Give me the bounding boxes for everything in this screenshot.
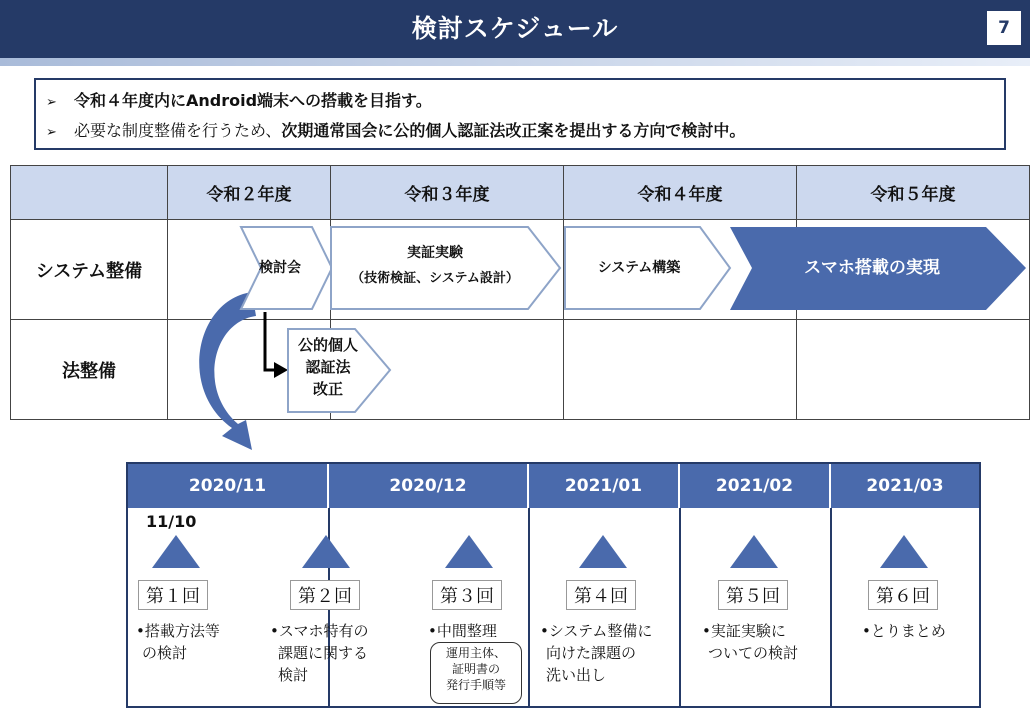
meeting-note-line: の検討 <box>142 644 188 662</box>
milestone-triangle-icon <box>579 535 627 568</box>
page-title: 検討スケジュール <box>411 14 619 43</box>
meeting-note-line: ついての検討 <box>708 644 799 662</box>
step-poc-title: 実証実験 <box>407 244 463 261</box>
arrow-head-icon <box>274 362 288 378</box>
page-number: 7 <box>985 9 1023 47</box>
meeting-label: 第３回 <box>432 580 502 610</box>
month-header: 2021/02 <box>680 464 831 508</box>
month-header: 2020/12 <box>329 464 529 508</box>
meeting-note-line: •スマホ特有の <box>270 622 369 640</box>
milestone-triangle-icon <box>730 535 778 568</box>
law-step-line-3: 改正 <box>312 380 343 398</box>
meeting-label: 第６回 <box>868 580 938 610</box>
meeting-note-line: •搭載方法等 <box>136 622 220 640</box>
law-step-line-1: 公的個人 <box>297 336 358 354</box>
summary-bullet-1-bold: 令和４年度内にAndroid端末への搭載を目指す。 <box>74 91 432 110</box>
milestone-triangle-icon <box>302 535 350 568</box>
month-header: 2020/11 <box>128 464 329 508</box>
year-header: 令和３年度 <box>330 165 564 220</box>
year-header: 令和５年度 <box>796 165 1030 220</box>
year-header: 令和２年度 <box>167 165 331 220</box>
meeting-note-line: 課題に関する <box>278 644 369 662</box>
meeting-note-line: •システム整備に <box>540 622 653 640</box>
month-divider <box>830 508 832 708</box>
meeting-note-line: 向けた課題の <box>546 644 637 662</box>
summary-bullet-2-bold: 次期通常国会に公的個人認証法改正案を提出する方向で検討中。 <box>281 121 746 140</box>
meeting-label: 第４回 <box>566 580 636 610</box>
month-header: 2021/01 <box>529 464 680 508</box>
first-meeting-date: 11/10 <box>146 512 197 531</box>
arrow-bullet-icon: ➢ <box>46 125 57 140</box>
meeting-sub-note <box>430 642 522 704</box>
row-label-system: システム整備 <box>10 219 168 320</box>
curved-arrow-icon <box>199 292 256 450</box>
step-build-label: システム構築 <box>597 259 681 276</box>
summary-bullet-2-plain: 必要な制度整備を行うため、 <box>74 121 282 140</box>
step-study-label: 検討会 <box>259 259 301 276</box>
meeting-label: 第５回 <box>718 580 788 610</box>
row-label-law: 法整備 <box>10 319 168 420</box>
elbow-arrow-line <box>265 312 276 370</box>
month-header: 2021/03 <box>831 464 979 508</box>
step-poc-sub: （技術検証、システム設計） <box>351 270 519 286</box>
arrow-bullet-icon: ➢ <box>46 95 57 110</box>
step-goal-label: スマホ搭載の実現 <box>804 257 940 278</box>
meeting-note-line: •中間整理 <box>428 622 497 640</box>
sub-note-line: 運用主体、 <box>445 646 506 660</box>
milestone-triangle-icon <box>445 535 493 568</box>
month-divider <box>679 508 681 708</box>
sub-note-line: 発行手順等 <box>445 678 506 692</box>
meeting-note-line: 洗い出し <box>546 666 607 684</box>
meeting-note-line: •とりまとめ <box>862 622 946 640</box>
meeting-note-line: 検討 <box>278 666 309 684</box>
milestone-triangle-icon <box>880 535 928 568</box>
meeting-label: 第２回 <box>290 580 360 610</box>
year-header: 令和４年度 <box>563 165 797 220</box>
meeting-note-line: •実証実験に <box>702 622 786 640</box>
month-divider <box>528 508 530 708</box>
sub-note-line: 証明書の <box>451 662 500 676</box>
meeting-label: 第１回 <box>138 580 208 610</box>
milestone-triangle-icon <box>152 535 200 568</box>
law-step-line-2: 認証法 <box>305 358 351 376</box>
